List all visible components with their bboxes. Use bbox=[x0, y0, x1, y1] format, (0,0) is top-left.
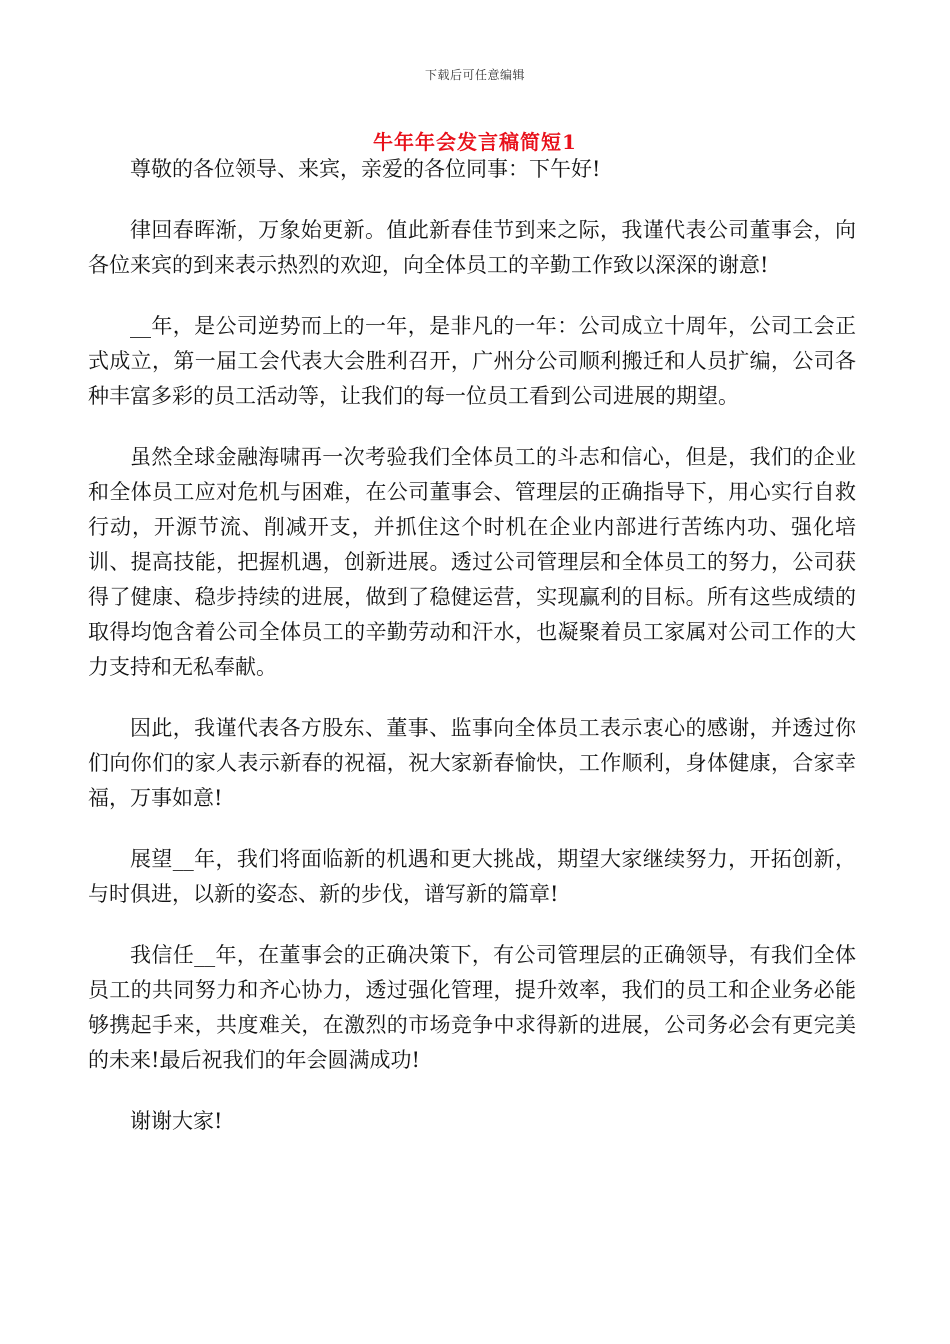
paragraph-outlook: 展望__年，我们将面临新的机遇和更大挑战，期望大家继续努力，开拓创新，与时俱进，以新的姿态、新的步伐，谱写新的篇章! bbox=[88, 847, 856, 906]
paragraph-confidence: 我信任__年，在董事会的正确决策下，有公司管理层的正确领导，有我们全体员工的共同努力和齐心协力，透过强化管理，提升效率，我们的员工和企业务必能够携起手来，共度难关，在激烈的市场竞争中求得新的进展，公司务必会有更完美的未来!最后祝我们的年会圆满成功! bbox=[88, 943, 856, 1072]
page-title: 牛年年会发言稿简短1 bbox=[373, 130, 577, 154]
document-body bbox=[88, 152, 856, 1165]
paragraph-year-review: __年，是公司逆势而上的一年，是非凡的一年：公司成立十周年，公司工会正式成立，第一届工会代表大会胜利召开，广州分公司顺利搬迁和人员扩编，公司各种丰富多彩的员工活动等，让我们的每一位员工看到公司进展的期望。 bbox=[88, 314, 856, 408]
paragraph-thanks: 因此，我谨代表各方股东、董事、监事向全体员工表示衷心的感谢，并透过你们向你们的家人表示新春的祝福，祝大家新春愉快，工作顺利，身体健康，合家幸福，万事如意! bbox=[88, 716, 856, 810]
paragraph-greeting: 尊敬的各位领导、来宾，亲爱的各位同事：下午好! bbox=[130, 157, 601, 181]
paragraph-welcome: 律回春晖渐，万象始更新。值此新春佳节到来之际，我谨代表公司董事会，向各位来宾的到来表示热烈的欢迎，向全体员工的辛勤工作致以深深的谢意! bbox=[88, 218, 856, 277]
header-note: 下载后可任意编辑 bbox=[424, 68, 525, 82]
paragraph-achievements: 虽然全球金融海啸再一次考验我们全体员工的斗志和信心，但是，我们的企业和全体员工应对危机与困难，在公司董事会、管理层的正确指导下，用心实行自救行动，开源节流、削减开支，并抓住这个时机在企业内部进行苦练内功、强化培训、提高技能，把握机遇，创新进展。透过公司管理层和全体员工的努力，公司获得了健康、稳步持续的进展，做到了稳健运营，实现赢利的目标。所有这些成绩的取得均饱含着公司全体员工的辛勤劳动和汗水，也凝聚着员工家属对公司工作的大力支持和无私奉献。 bbox=[88, 445, 856, 679]
paragraph-closing: 谢谢大家! bbox=[130, 1109, 223, 1133]
